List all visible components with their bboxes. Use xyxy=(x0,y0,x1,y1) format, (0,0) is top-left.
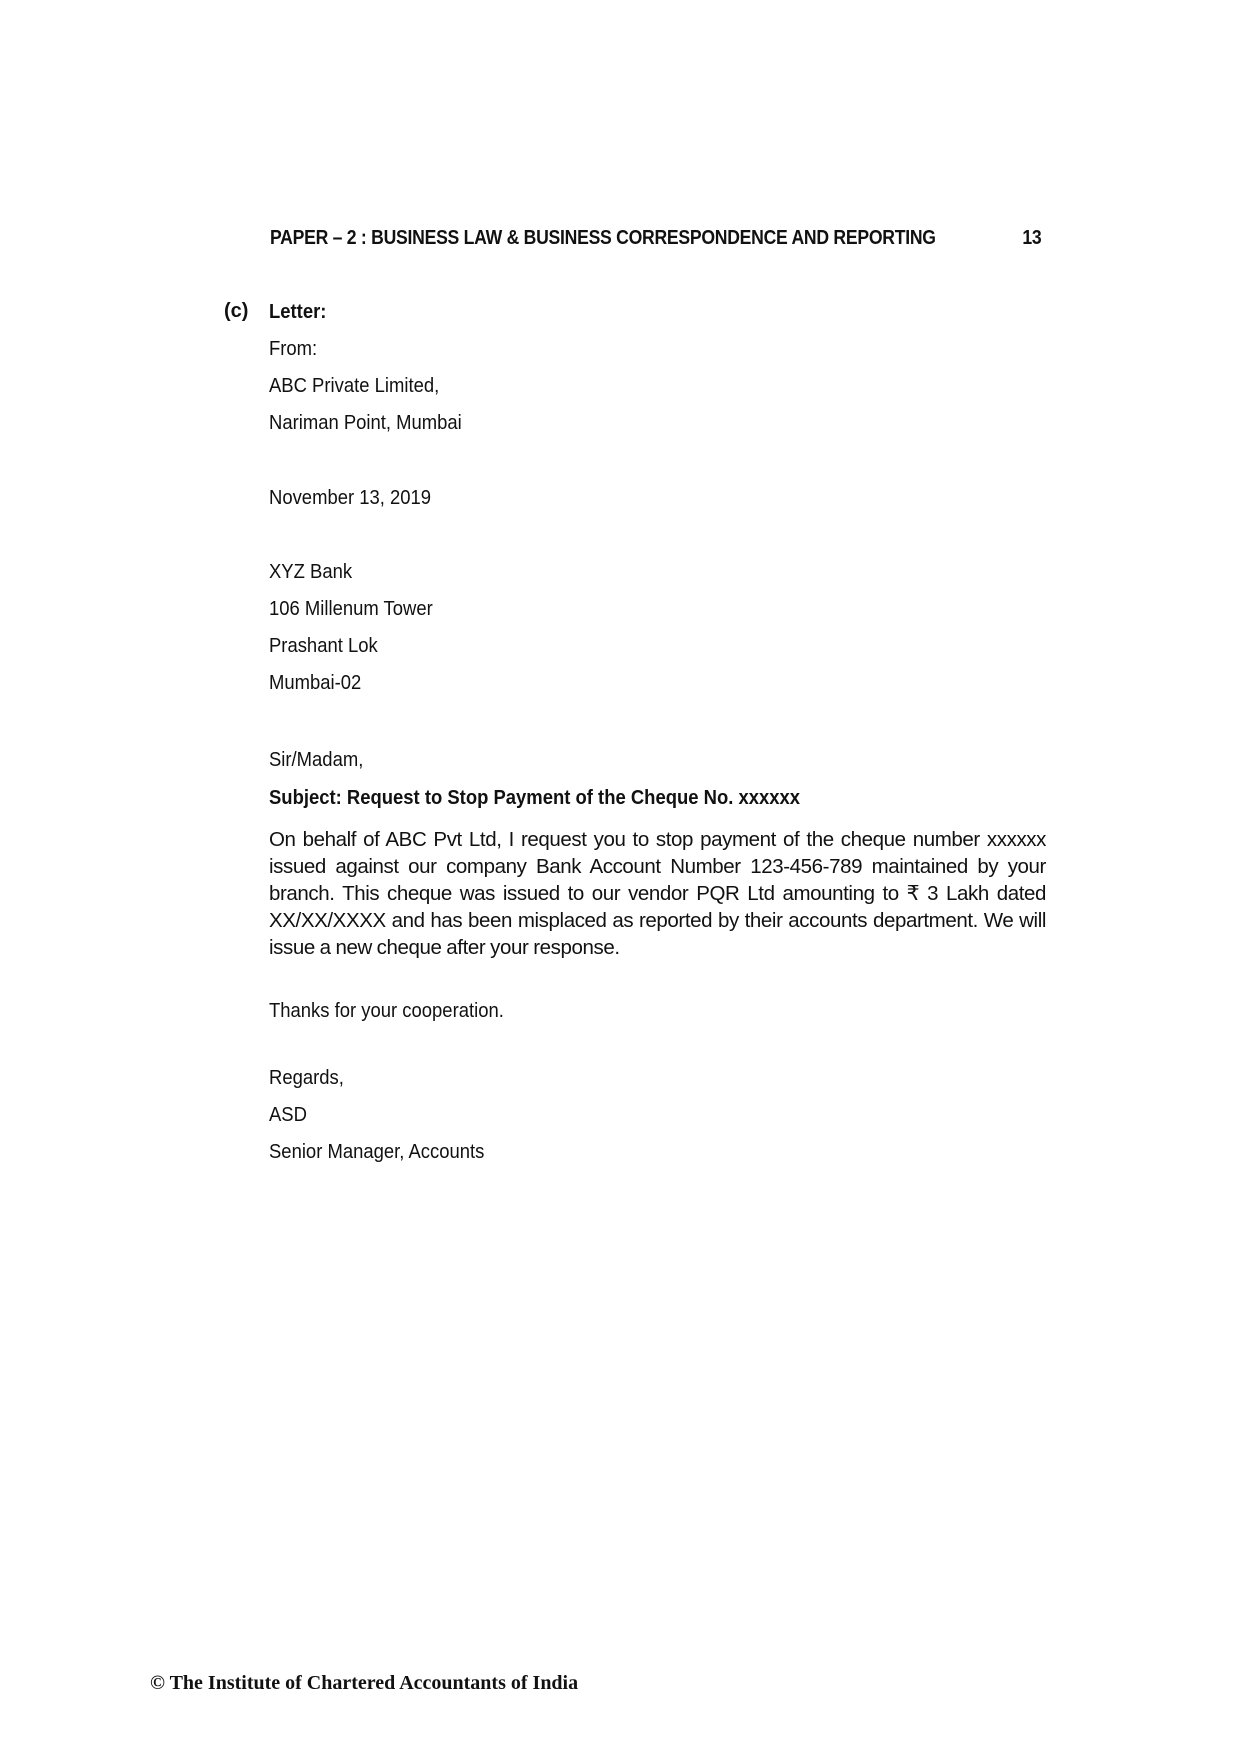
letter-body: On behalf of ABC Pvt Ltd, I request you to stop payment of the cheque number xxxxxx issued against our company Bank Account Number 123-456-789 maintained by your branch. This cheque was issued to our vendor PQR Ltd amounting to ₹ 3 Lakh dated XX/XX/XXXX and has been misplaced as reported by their accounts department. We will issue a new cheque after your response. xyxy=(269,828,1046,959)
sender-name: ABC Private Limited, xyxy=(269,374,440,397)
signatory-name: ASD xyxy=(269,1103,307,1126)
recipient-line: 106 Millenum Tower xyxy=(269,597,433,620)
recipient-line: XYZ Bank xyxy=(269,560,353,583)
from-label: From: xyxy=(269,337,318,360)
page-number: 13 xyxy=(1022,227,1042,249)
thanks-line: Thanks for your cooperation. xyxy=(269,999,504,1022)
sender-address: Nariman Point, Mumbai xyxy=(269,411,462,434)
letter-date: November 13, 2019 xyxy=(269,486,432,509)
subject-line: Subject: Request to Stop Payment of the Cheque No. xxxxxx xyxy=(269,786,801,809)
section-heading: Letter: xyxy=(269,300,327,323)
paper-title: PAPER – 2 : BUSINESS LAW & BUSINESS CORRESPONDENCE AND REPORTING xyxy=(270,227,936,249)
closing: Regards, xyxy=(269,1066,344,1089)
signatory-title: Senior Manager, Accounts xyxy=(269,1140,485,1163)
recipient-line: Prashant Lok xyxy=(269,634,378,657)
page-header xyxy=(270,227,1042,257)
recipient-line: Mumbai-02 xyxy=(269,671,362,694)
salutation: Sir/Madam, xyxy=(269,748,364,771)
copyright-footer: © The Institute of Chartered Accountants of India xyxy=(150,1672,579,1694)
section-marker: (c) xyxy=(224,300,249,322)
